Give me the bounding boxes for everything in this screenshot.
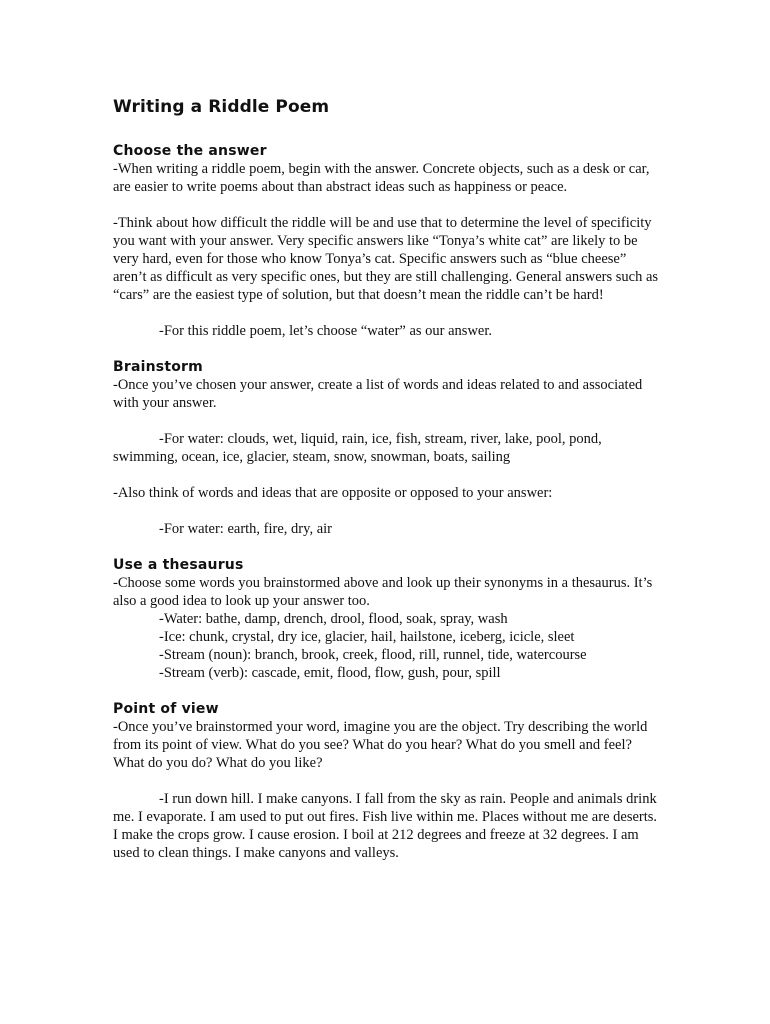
spacer xyxy=(113,412,663,430)
spacer xyxy=(113,538,663,556)
paragraph-brainstorm-water-list: -For water: clouds, wet, liquid, rain, ice, fish, stream, river, lake, pool, pond, swimming, ocean, ice, glacier, steam, snow, snowman, boats, sailing xyxy=(113,431,602,465)
paragraph-brainstorm-intro: -Once you’ve chosen your answer, create a list of words and ideas related to and associated with your answer. xyxy=(113,377,643,411)
document-title: Writing a Riddle Poem xyxy=(113,97,330,117)
spacer xyxy=(113,304,663,322)
paragraph-pov-example: -I run down hill. I make canyons. I fall from the sky as rain. People and animals drink me. I evaporate. I am used to put out fires. Fish live within me. Places without me are deserts. I make the crops grow. I cause erosion. I boil at 212 degrees and freeze at 32 degrees. I am used to clean things. I make canyons and valleys. xyxy=(113,791,658,861)
spacer xyxy=(113,772,663,790)
paragraph-brainstorm-opposites-list: -For water: earth, fire, dry, air xyxy=(159,521,332,537)
paragraph-answer-example: -For this riddle poem, let’s choose “water” as our answer. xyxy=(159,323,493,339)
section-choose-answer xyxy=(113,142,663,340)
section-heading-brainstorm: Brainstorm xyxy=(113,359,203,375)
synonym-list-item: -Ice: chunk, crystal, dry ice, glacier, hail, hailstone, iceberg, icicle, sleet xyxy=(159,629,575,645)
spacer xyxy=(113,502,663,520)
spacer xyxy=(113,196,663,214)
spacer xyxy=(113,682,663,700)
spacer xyxy=(113,466,663,484)
synonym-list-item: -Stream (noun): branch, brook, creek, flood, rill, runnel, tide, watercourse xyxy=(159,647,587,663)
synonym-list-item: -Water: bathe, damp, drench, drool, flood, soak, spray, wash xyxy=(159,611,508,627)
paragraph-answer-specificity: -Think about how difficult the riddle will be and use that to determine the level of specificity you want with your answer. Very specific answers like “Tonya’s white cat” are likely to be very hard, even for those who know Tonya’s cat. Specific answers such as “blue cheese” aren’t as difficult as very specific ones, but they are still challenging. General answers such as “cars” are the easiest type of solution, but that doesn’t mean the riddle can’t be hard! xyxy=(113,215,659,303)
section-brainstorm xyxy=(113,358,663,538)
spacer xyxy=(113,340,663,358)
paragraph-pov-intro: -Once you’ve brainstormed your word, imagine you are the object. Try describing the world from its point of view. What do you see? What do you hear? What do you smell and feel? What do you do? What do you like? xyxy=(113,719,648,771)
document-body xyxy=(113,96,663,862)
synonym-list-item: -Stream (verb): cascade, emit, flood, flow, gush, pour, spill xyxy=(159,665,501,681)
section-point-of-view xyxy=(113,700,663,862)
paragraph-thesaurus-intro: -Choose some words you brainstormed above and look up their synonyms in a thesaurus. It’s also a good idea to look up your answer too. xyxy=(113,575,653,609)
paragraph-brainstorm-opposites: -Also think of words and ideas that are opposite or opposed to your answer: xyxy=(113,485,553,501)
section-heading-point-of-view: Point of view xyxy=(113,701,219,717)
section-heading-choose-answer: Choose the answer xyxy=(113,143,267,159)
synonym-list xyxy=(113,610,663,682)
section-thesaurus xyxy=(113,556,663,682)
paragraph-answer-intro: -When writing a riddle poem, begin with the answer. Concrete objects, such as a desk or car, are easier to write poems about than abstract ideas such as happiness or peace. xyxy=(113,161,650,195)
section-heading-thesaurus: Use a thesaurus xyxy=(113,557,244,573)
